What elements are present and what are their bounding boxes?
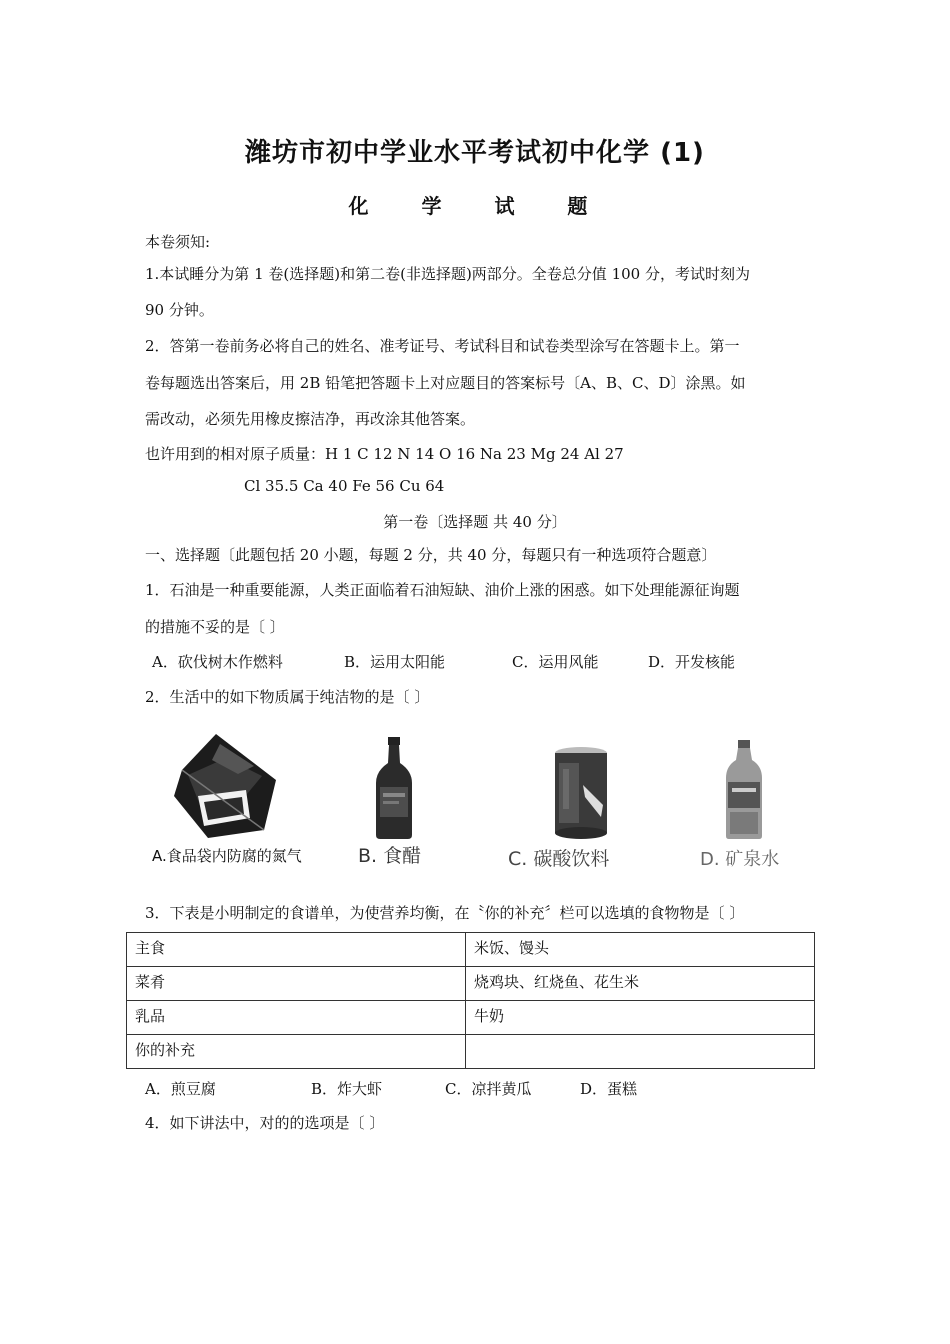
vinegar-bottle-image	[372, 735, 416, 840]
question-3-option-c: C．凉拌黄瓜	[445, 1080, 532, 1098]
page-subtitle: 化 学 试 题	[348, 194, 602, 218]
soda-can-image	[553, 745, 609, 840]
section-heading: 第一卷〔选择题 共 40 分〕	[383, 513, 567, 531]
table-row	[127, 933, 815, 967]
figure-a-caption: A.食品袋内防腐的氮气	[152, 847, 302, 865]
table-cell: 主食	[127, 933, 466, 967]
question-1-stem-cont: 的措施不妥的是〔 〕	[145, 618, 285, 636]
question-3-option-b: B．炸大虾	[311, 1080, 383, 1098]
table-cell: 乳品	[127, 1001, 466, 1035]
table-cell: 菜肴	[127, 967, 466, 1001]
mineral-water-bottle-image	[724, 738, 764, 840]
question-1-option-a: A．砍伐树木作燃料	[152, 653, 283, 671]
section-intro: 一、选择题〔此题包括 20 小题，每题 2 分，共 40 分，每题只有一种选项符合题意〕	[145, 546, 717, 564]
table-cell: 米饭、馒头	[466, 933, 815, 967]
question-1-option-d: D．开发核能	[648, 653, 736, 671]
figure-c-caption: C. 碳酸饮料	[508, 848, 610, 870]
atomic-masses: 也许用到的相对原子质量：H 1 C 12 N 14 O 16 Na 23 Mg 24 Al 27	[145, 445, 624, 463]
question-2-stem: 2．生活中的如下物质属于纯洁物的是〔 〕	[145, 688, 430, 706]
table-row	[127, 967, 815, 1001]
notice-item-1: 1.本试睡分为第 1 卷(选择题)和第二卷(非选择题)两部分。全卷总分值 100 分，考试时刻为	[145, 265, 750, 283]
notice-item-2: 2．答第一卷前务必将自己的姓名、准考证号、考试科目和试卷类型涂写在答题卡上。第一	[145, 337, 740, 355]
notice-item-1-cont: 90 分钟。	[145, 301, 214, 319]
figure-b-caption: B. 食醋	[358, 845, 422, 867]
atomic-masses-cont: Cl 35.5 Ca 40 Fe 56 Cu 64	[244, 477, 445, 495]
nitrogen-bag-image	[168, 730, 283, 842]
question-3-stem: 3．下表是小明制定的食谱单，为使营养均衡，在〝你的补充〞栏可以选填的食物物是〔 〕	[145, 904, 745, 922]
table-cell: 牛奶	[466, 1001, 815, 1035]
notice-item-2-cont: 卷每题选出答案后，用 2B 铅笔把答题卡上对应题目的答案标号〔A、B、C、D〕涂黑。如	[145, 374, 746, 392]
table-row	[127, 1001, 815, 1035]
question-3-option-d: D．蛋糕	[580, 1080, 638, 1098]
page-title: 潍坊市初中学业水平考试初中化学 (1)	[245, 138, 705, 168]
table-cell	[466, 1035, 815, 1069]
table-cell: 你的补充	[127, 1035, 466, 1069]
table-cell: 烧鸡块、红烧鱼、花生米	[466, 967, 815, 1001]
notice-heading: 本卷须知:	[145, 233, 211, 251]
question-1-option-c: C．运用风能	[512, 653, 599, 671]
question-1-option-b: B．运用太阳能	[344, 653, 446, 671]
figure-d-caption: D. 矿泉水	[700, 849, 780, 870]
table-row	[127, 1035, 815, 1069]
question-1-stem: 1．石油是一种重要能源，人类正面临着石油短缺、油价上涨的困惑。如下处理能源征询题	[145, 581, 740, 599]
question-3-option-a: A．煎豆腐	[145, 1080, 216, 1098]
question-4-stem: 4．如下讲法中，对的的选项是〔 〕	[145, 1114, 385, 1132]
meal-plan-table	[126, 932, 815, 1069]
notice-item-2-cont2: 需改动，必须先用橡皮擦洁净，再改涂其他答案。	[145, 410, 476, 428]
